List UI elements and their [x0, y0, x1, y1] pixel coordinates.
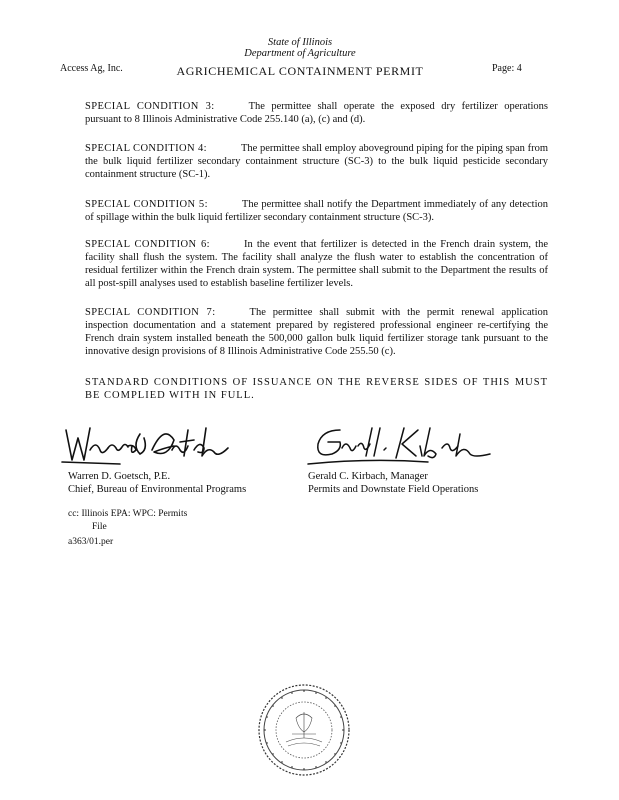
condition-label: SPECIAL CONDITION 6:	[85, 239, 210, 250]
special-condition-7	[85, 306, 548, 358]
condition-text: The permittee shall submit with the permit renewal application inspection documentation and a statement prepared by registered professional engineer re-certifying the French drain system installed beneath the 500,000 gallon bulk liquid fertilizer storage tank pursuant to the innovative design provisions of 8 Illinois Administrative Code 255.50 (c).	[85, 307, 549, 357]
condition-text: The permittee shall operate the exposed dry fertilizer operations pursuant to 8 Illinois Administrative Code 255.140 (a), (c) and (d).	[85, 101, 548, 125]
condition-label: SPECIAL CONDITION 4:	[85, 143, 207, 154]
condition-text: In the event that fertilizer is detected in the French drain system, the facility shall flush the system. The facility shall analyze the flush water to establish the concentration of residual fertilizer within the French drain system. The permittee shall submit to the Department the results of all post-spill analyses used to establish baseline fertilizer levels.	[85, 239, 548, 289]
signer-name: Warren D. Goetsch, P.E.	[68, 471, 171, 482]
condition-text: The permittee shall employ aboveground piping for the piping span from the bulk liquid fertilizer secondary containment structure (SC-3) to the bulk liquid pesticide secondary containment structure (SC-1).	[85, 143, 548, 180]
state-seal-icon	[256, 682, 352, 778]
condition-label: SPECIAL CONDITION 7:	[85, 307, 216, 318]
company-name: Access Ag, Inc.	[60, 63, 123, 74]
special-condition-5	[85, 198, 548, 224]
signer-title: Chief, Bureau of Environmental Programs	[68, 484, 247, 495]
condition-label: SPECIAL CONDITION 3:	[85, 101, 215, 112]
department-heading: Department of Agriculture	[244, 48, 356, 59]
signer-block-1	[68, 470, 246, 496]
signature-warren-goetsch	[60, 420, 230, 470]
special-condition-4	[85, 142, 548, 181]
signer-name: Gerald C. Kirbach, Manager	[308, 471, 428, 482]
page-number: Page: 4	[492, 63, 522, 74]
document-reference: a363/01.per	[68, 537, 114, 547]
cc-file: File	[92, 522, 107, 532]
cc-line: cc: Illinois EPA: WPC: Permits	[68, 509, 188, 519]
special-condition-6	[85, 238, 548, 290]
signer-title: Permits and Downstate Field Operations	[308, 484, 479, 495]
standard-conditions-notice: STANDARD CONDITIONS OF ISSUANCE ON THE REVERSE SIDES OF THIS MUST BE COMPLIED WITH IN FULL.	[85, 377, 548, 401]
condition-label: SPECIAL CONDITION 5:	[85, 199, 208, 210]
condition-text: The permittee shall notify the Department immediately of any detection of spillage within the bulk liquid fertilizer secondary containment structure (SC-3).	[85, 199, 548, 223]
permit-title: AGRICHEMICAL CONTAINMENT PERMIT	[176, 64, 424, 78]
signature-gerald-kirbach	[300, 420, 500, 470]
signer-block-2	[308, 470, 478, 496]
state-heading: State of Illinois	[267, 37, 333, 48]
special-condition-3	[85, 100, 548, 126]
